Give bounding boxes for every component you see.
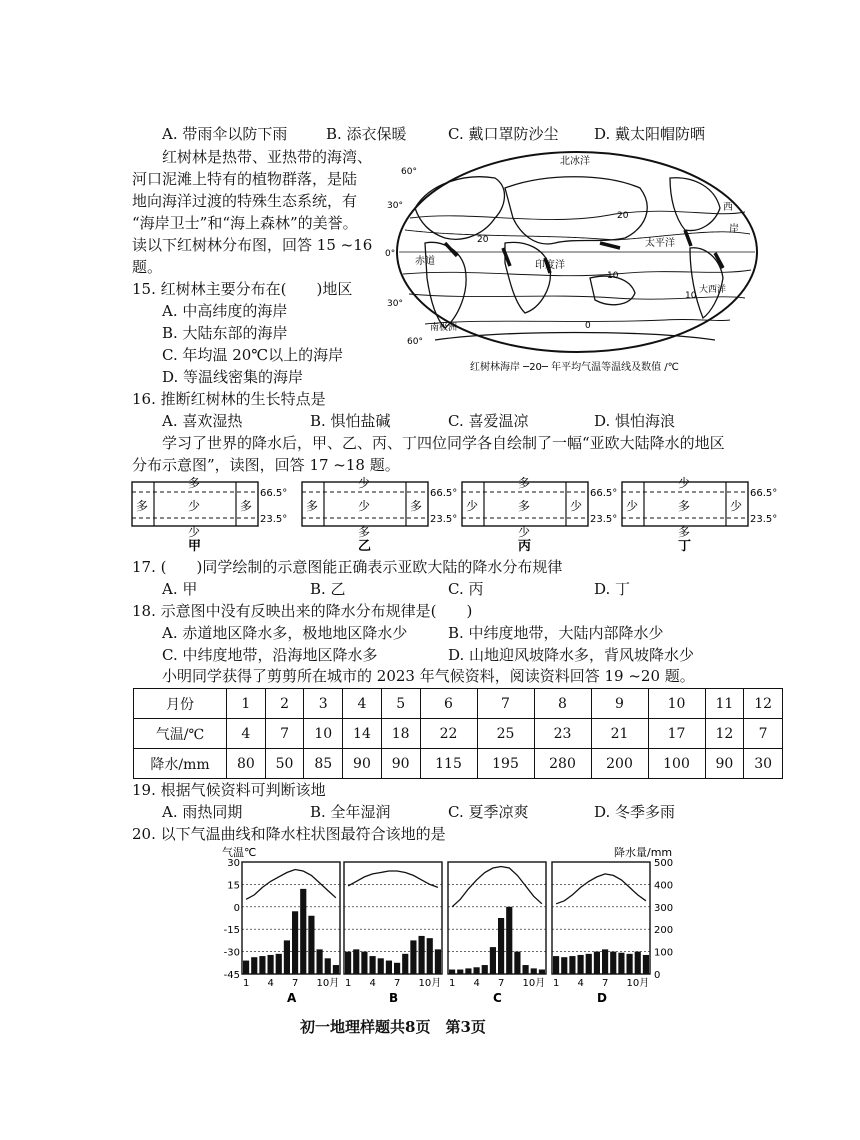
precip-tick-label: 200: [654, 925, 674, 937]
diagram-left-label: 多: [136, 499, 149, 513]
precip-bar: [370, 956, 376, 974]
diagram-center-label: 多: [678, 499, 691, 513]
map-label-arctic: 北冰洋: [560, 156, 590, 167]
map-isotherm-3: 10: [607, 271, 619, 281]
precipitation-cell: 100: [648, 749, 705, 779]
table-row-precipitation: [134, 749, 783, 779]
q15-option-c[interactable]: C. 年均温 20℃以上的海岸: [162, 346, 344, 364]
precip-bar: [498, 918, 504, 974]
x-tick-label: 7: [602, 978, 609, 989]
q15-option-d[interactable]: D. 等温线密集的海岸: [162, 368, 304, 386]
precip-bar: [386, 961, 392, 974]
mangrove-intro-line-3: 地向海洋过渡的特殊生态系统，有: [132, 192, 358, 210]
left-axis-label: 气温℃: [222, 846, 257, 859]
precip-bar: [449, 970, 455, 974]
x-tick-label: 10月: [626, 978, 650, 989]
temperature-cell: 22: [420, 719, 477, 749]
diagram-bottom-label: 少: [188, 525, 201, 539]
precip-intro-line-2: 分布示意图”，读图，回答 17 ~18 题。: [132, 456, 400, 474]
precipitation-cell: 90: [381, 749, 420, 779]
precip-tick-label: 400: [654, 880, 674, 892]
precip-bar: [394, 963, 400, 974]
month-cell: 11: [705, 689, 744, 719]
precip-bar: [523, 965, 529, 974]
precip-bar: [553, 956, 559, 974]
panel-name: C: [493, 991, 502, 1005]
precip-bar: [402, 954, 408, 974]
climate-panel-A: [242, 862, 340, 1005]
temperature-cell: 25: [477, 719, 534, 749]
month-cell: 9: [591, 689, 648, 719]
table-row-month: [134, 689, 783, 719]
diagram-bottom-label: 少: [518, 525, 531, 539]
precip-bar: [627, 954, 633, 974]
precip-bar: [618, 953, 624, 974]
q14-option-c[interactable]: C. 戴口罩防沙尘: [448, 125, 559, 143]
temperature-cell: 18: [381, 719, 420, 749]
temp-tick-label: -15: [223, 925, 240, 937]
diagram-right-label: 少: [730, 499, 743, 513]
map-lat-60n: 60°: [401, 167, 417, 177]
x-tick-label: 1: [553, 978, 560, 989]
q19-option-a[interactable]: A. 雨热同期: [162, 803, 243, 821]
diagram-bottom-label: 多: [678, 525, 691, 539]
month-cell: 6: [420, 689, 477, 719]
month-cell: 3: [304, 689, 343, 719]
temperature-cell: 12: [705, 719, 744, 749]
precipitation-cell: 30: [744, 749, 783, 779]
x-tick-label: 10月: [418, 978, 442, 989]
precip-tick-label: 300: [654, 902, 674, 914]
precip-bar: [482, 965, 488, 974]
right-axis-label: 降水量/mm: [614, 846, 673, 859]
map-label-antarctica: 南极洲: [430, 323, 458, 333]
precip-tick-label: 0: [654, 970, 661, 981]
map-label-west: 西: [723, 202, 733, 213]
map-legend: 红树林海岸 ─20─ 年平均气温等温线及数值 /℃: [470, 362, 679, 373]
precip-bar: [539, 970, 545, 974]
temperature-cell: 4: [227, 719, 266, 749]
precip-diagrams: [128, 474, 778, 554]
diagram-name: 丁: [678, 539, 692, 554]
diagram-top-label: 多: [188, 476, 201, 490]
precip-bar: [378, 958, 384, 974]
mangrove-map: [385, 148, 770, 376]
diagram-left-label: 少: [466, 499, 479, 513]
lat-mark-23: 23.5°: [260, 514, 288, 525]
x-tick-label: 7: [394, 978, 401, 989]
precip-tick-label: 500: [654, 858, 674, 869]
climate-panel-C: [448, 862, 546, 1005]
precip-bar: [268, 955, 274, 974]
x-tick-label: 10月: [522, 978, 546, 989]
precip-bar: [465, 968, 471, 974]
diagram-bottom-label: 多: [358, 525, 371, 539]
map-lat-30s: 30°: [387, 299, 403, 309]
map-isotherm-5: 0: [585, 321, 591, 331]
lat-mark-66: 66.5°: [430, 488, 458, 499]
q19-option-d[interactable]: D. 冬季多雨: [594, 803, 676, 821]
q16-stem: 16. 推断红树林的生长特点是: [132, 390, 326, 408]
temp-tick-label: 15: [227, 880, 240, 892]
map-label-coast: 岸: [729, 224, 739, 235]
q20-stem: 20. 以下气温曲线和降水柱状图最符合该地的是: [132, 825, 446, 843]
diagram-name: 乙: [358, 539, 372, 554]
temp-tick-label: 0: [233, 902, 240, 914]
month-cell: 4: [343, 689, 382, 719]
precipitation-cell: 90: [343, 749, 382, 779]
temp-tick-label: 30: [227, 858, 240, 869]
month-cell: 1: [227, 689, 266, 719]
precip-diagram-1: [132, 476, 287, 554]
x-tick-label: 1: [449, 978, 456, 989]
mangrove-intro-line-6: 题。: [132, 258, 163, 276]
precip-bar: [602, 949, 608, 974]
precip-bar: [308, 916, 314, 974]
precip-bar: [514, 952, 520, 974]
precip-diagram-4: [622, 475, 777, 554]
precip-bar: [361, 952, 367, 974]
lat-mark-66: 66.5°: [750, 488, 778, 499]
diagram-top-label: 少: [678, 476, 691, 490]
q16-option-c[interactable]: C. 喜爱温凉: [448, 412, 529, 430]
temp-line: [348, 871, 438, 887]
precipitation-cell: 50: [265, 749, 304, 779]
q18-option-d[interactable]: D. 山地迎风坡降水多，背风坡降水少: [448, 646, 695, 664]
q18-option-c[interactable]: C. 中纬度地带，沿海地区降水多: [162, 646, 378, 664]
map-lat-30n: 30°: [387, 201, 403, 211]
row-header-temperature: 气温/℃: [134, 719, 227, 749]
map-label-equator: 赤道: [415, 256, 435, 267]
precip-intro-line-1: 学习了世界的降水后，甲、乙、丙、丁四位同学各自绘制了一幅“亚欧大陆降水的地区: [162, 434, 725, 452]
q15-stem: 15. 红树林主要分布在( )地区: [132, 280, 353, 298]
q16-option-a[interactable]: A. 喜欢湿热: [162, 412, 243, 430]
x-tick-label: 4: [267, 978, 274, 989]
lat-mark-23: 23.5°: [590, 514, 618, 525]
x-tick-label: 10月: [316, 978, 340, 989]
precip-bar: [300, 889, 306, 974]
precip-bar: [243, 961, 249, 974]
diagram-center-label: 多: [518, 499, 531, 513]
precip-bar: [586, 954, 592, 974]
precipitation-cell: 195: [477, 749, 534, 779]
precip-bar: [292, 911, 298, 974]
map-lat-60s: 60°: [407, 337, 423, 347]
q16-option-d[interactable]: D. 惧怕海浪: [594, 412, 676, 430]
temperature-cell: 23: [534, 719, 591, 749]
precip-bar: [594, 952, 600, 974]
precipitation-cell: 85: [304, 749, 343, 779]
row-header-month: 月份: [134, 689, 227, 719]
temp-line: [452, 867, 542, 907]
diagram-left-label: 多: [306, 499, 319, 513]
precip-bar: [284, 940, 290, 974]
mangrove-intro-line-5: 读以下红树林分布图，回答 15 ~16: [132, 236, 373, 254]
x-tick-label: 7: [498, 978, 505, 989]
diagram-right-label: 多: [410, 499, 423, 513]
panel-name: D: [597, 991, 607, 1005]
precipitation-cell: 90: [705, 749, 744, 779]
map-isotherm-4: 10: [685, 291, 697, 301]
precip-bar: [427, 938, 433, 974]
q14-option-d[interactable]: D. 戴太阳帽防晒: [594, 125, 706, 143]
precip-bar: [561, 957, 567, 974]
map-lat-0: 0°: [385, 249, 396, 259]
precip-bar: [474, 967, 480, 974]
precipitation-cell: 115: [420, 749, 477, 779]
q17-option-d[interactable]: D. 丁: [594, 580, 631, 598]
precip-diagram-2: [302, 475, 457, 554]
month-cell: 5: [381, 689, 420, 719]
q16-option-b[interactable]: B. 惧怕盐碱: [310, 412, 391, 430]
precip-bar: [490, 947, 496, 974]
diagram-right-label: 多: [240, 499, 253, 513]
q18-stem: 18. 示意图中没有反映出来的降水分布规律是( ): [132, 602, 473, 620]
temperature-cell: 10: [304, 719, 343, 749]
lat-mark-66: 66.5°: [590, 488, 618, 499]
lat-mark-66: 66.5°: [260, 488, 288, 499]
x-tick-label: 4: [369, 978, 376, 989]
row-header-precipitation: 降水/mm: [134, 749, 227, 779]
q15-option-b[interactable]: B. 大陆东部的海岸: [162, 324, 288, 342]
precip-bar: [276, 954, 282, 974]
climate-charts: [210, 842, 690, 1010]
precip-bar: [353, 949, 359, 974]
precip-bar: [333, 965, 339, 974]
x-tick-label: 4: [577, 978, 584, 989]
q17-option-c[interactable]: C. 丙: [448, 580, 484, 598]
temperature-cell: 14: [343, 719, 382, 749]
precip-tick-label: 100: [654, 947, 674, 959]
mangrove-intro-line-2: 河口泥滩上特有的植物群落，是陆: [132, 170, 358, 188]
precip-diagram-3: [462, 476, 617, 554]
x-tick-label: 1: [345, 978, 352, 989]
mangrove-intro-line-1: 红树林是热带、亚热带的海湾、: [162, 148, 373, 166]
temperature-cell: 21: [591, 719, 648, 749]
precip-bar: [251, 957, 257, 974]
month-cell: 2: [265, 689, 304, 719]
panel-name: A: [287, 991, 297, 1005]
diagram-left-label: 少: [626, 499, 639, 513]
map-label-indian: 印度洋: [535, 260, 565, 271]
precip-bar: [317, 949, 323, 974]
q15-option-a[interactable]: A. 中高纬度的海岸: [162, 302, 288, 320]
x-tick-label: 4: [473, 978, 480, 989]
month-cell: 10: [648, 689, 705, 719]
temp-tick-label: -45: [223, 970, 240, 981]
diagram-name: 甲: [188, 539, 202, 554]
climate-table: [133, 688, 783, 779]
diagram-top-label: 少: [358, 476, 371, 490]
climate-intro: 小明同学获得了剪剪所在城市的 2023 年气候资料，阅读资料回答 19 ~20 题。: [162, 667, 695, 685]
precip-bar: [259, 956, 265, 974]
q18-option-b[interactable]: B. 中纬度地带，大陆内部降水少: [448, 624, 664, 642]
panel-frame: [448, 862, 546, 974]
panel-name: B: [389, 991, 399, 1005]
month-cell: 12: [744, 689, 783, 719]
q19-stem: 19. 根据气候资料可判断该地: [132, 781, 326, 799]
diagram-center-label: 少: [358, 499, 371, 513]
temp-line: [556, 874, 646, 904]
q17-option-b[interactable]: B. 乙: [310, 580, 346, 598]
temperature-cell: 17: [648, 719, 705, 749]
page-footer: 初一地理样题共8页 第3页: [300, 1018, 486, 1036]
table-row-temperature: [134, 719, 783, 749]
map-label-atlantic: 大西洋: [699, 285, 727, 295]
temp-tick-label: -30: [223, 947, 240, 959]
precip-bar: [506, 907, 512, 974]
precip-bar: [457, 970, 463, 974]
climate-panel-D: [552, 862, 650, 1005]
x-tick-label: 7: [292, 978, 299, 989]
map-isotherm-2: 20: [477, 235, 489, 245]
precip-bar: [578, 955, 584, 974]
climate-panel-B: [344, 862, 442, 1005]
precip-bar: [325, 958, 331, 974]
q19-option-c[interactable]: C. 夏季凉爽: [448, 803, 529, 821]
mangrove-intro-line-4: “海岸卫士”和“海上森林”的美誉。: [132, 214, 358, 232]
diagram-top-label: 多: [518, 476, 531, 490]
diagram-name: 丙: [518, 539, 532, 554]
q14-option-a[interactable]: A. 带雨伞以防下雨: [162, 125, 288, 143]
q19-option-b[interactable]: B. 全年湿润: [310, 803, 391, 821]
month-cell: 8: [534, 689, 591, 719]
map-isotherm-1: 20: [617, 211, 629, 221]
precip-bar: [569, 956, 575, 974]
diagram-right-label: 少: [570, 499, 583, 513]
precipitation-cell: 80: [227, 749, 266, 779]
precip-bar: [419, 936, 425, 974]
x-tick-label: 1: [243, 978, 250, 989]
temperature-cell: 7: [744, 719, 783, 749]
precipitation-cell: 280: [534, 749, 591, 779]
q17-option-a[interactable]: A. 甲: [162, 580, 198, 598]
precip-bar: [345, 952, 351, 974]
lat-mark-23: 23.5°: [750, 514, 778, 525]
precip-bar: [435, 949, 441, 974]
precip-bar: [531, 968, 537, 974]
map-label-pacific: 太平洋: [645, 238, 675, 249]
q14-option-b[interactable]: B. 添衣保暖: [326, 125, 407, 143]
q17-stem: 17. ( )同学绘制的示意图能正确表示亚欧大陆的降水分布规律: [132, 558, 563, 576]
precip-bar: [643, 955, 649, 974]
lat-mark-23: 23.5°: [430, 514, 458, 525]
q18-option-a[interactable]: A. 赤道地区降水多，极地地区降水少: [162, 624, 408, 642]
month-cell: 7: [477, 689, 534, 719]
precipitation-cell: 200: [591, 749, 648, 779]
precip-bar: [635, 952, 641, 974]
temperature-cell: 7: [265, 719, 304, 749]
diagram-center-label: 少: [188, 499, 201, 513]
precip-bar: [610, 952, 616, 974]
precip-bar: [410, 940, 416, 974]
